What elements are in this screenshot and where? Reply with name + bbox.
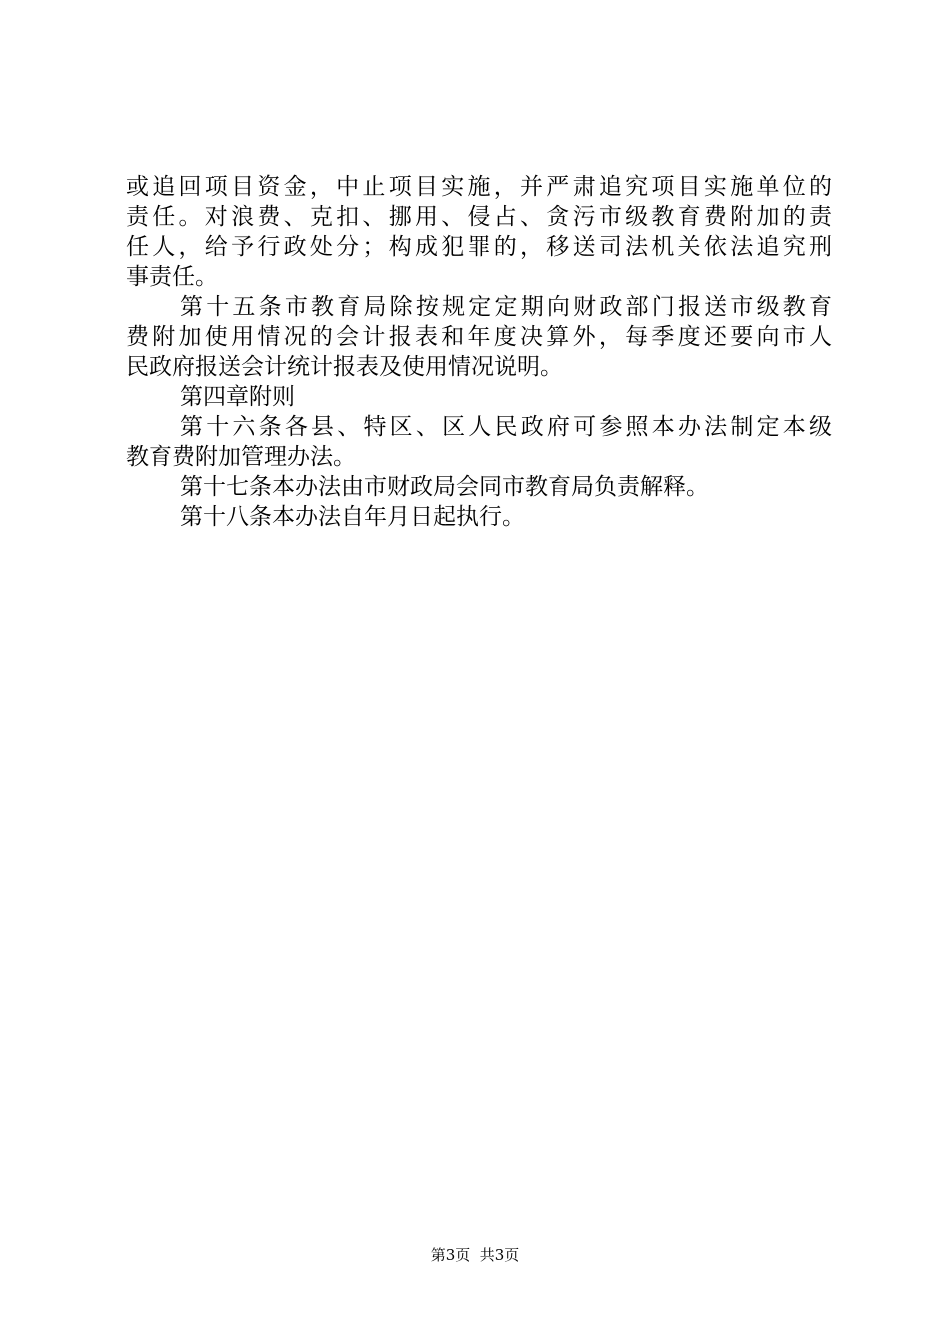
paragraph-article-15 — [126, 292, 832, 382]
chapter-title: 第四章附则 — [180, 384, 295, 410]
page-number-footer: 第3页 共3页 — [430, 1246, 520, 1264]
paragraph — [126, 172, 832, 292]
chapter-heading — [126, 382, 832, 412]
text-line: 教育费附加管理办法。 — [126, 444, 356, 470]
text-line: 或追回项目资金，中止项目实施，并严肃追究项目实施单位的 — [126, 174, 832, 200]
paragraph-article-16 — [126, 412, 832, 472]
text-line: 责任。对浪费、克扣、挪用、侵占、贪污市级教育费附加的责 — [126, 204, 832, 230]
paragraph-article-17 — [126, 472, 832, 502]
text-line: 事责任。 — [126, 264, 218, 290]
text-line: 任人，给予行政处分；构成犯罪的，移送司法机关依法追究刑 — [126, 234, 832, 260]
text-line: 民政府报送会计统计报表及使用情况说明。 — [126, 354, 563, 380]
text-line: 第十六条各县、特区、区人民政府可参照本办法制定本级 — [180, 414, 832, 440]
text-line: 费附加使用情况的会计报表和年度决算外，每季度还要向市人 — [126, 324, 832, 350]
text-line: 第十七条本办法由市财政局会同市教育局负责解释。 — [180, 474, 709, 500]
document-body — [126, 172, 832, 532]
text-line: 第十八条本办法自年月日起执行。 — [180, 504, 525, 530]
paragraph-article-18 — [126, 502, 832, 532]
text-line: 第十五条市教育局除按规定定期向财政部门报送市级教育 — [180, 294, 832, 320]
